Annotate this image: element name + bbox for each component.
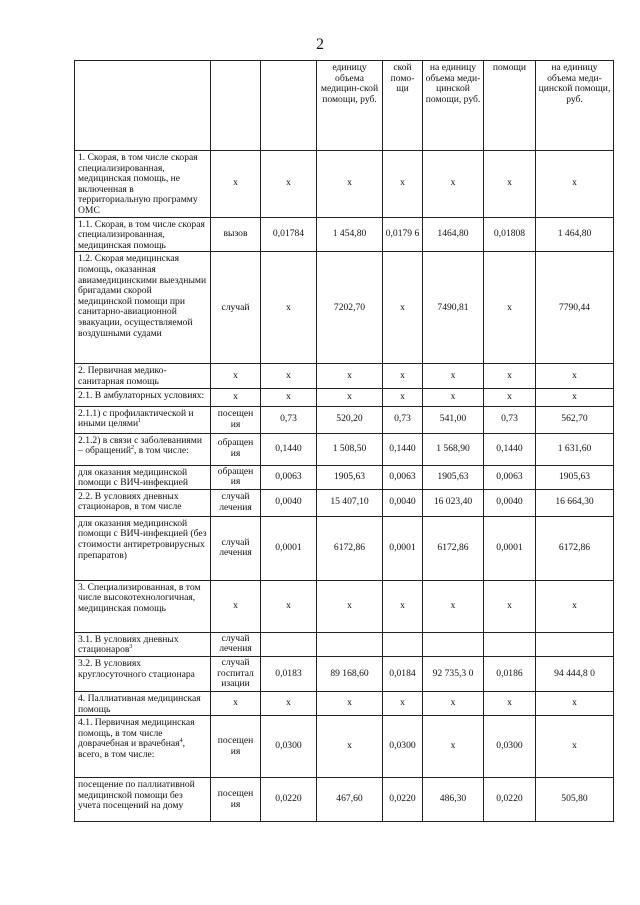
value-cell — [261, 632, 317, 656]
row-name-cell — [75, 406, 211, 433]
table-row — [75, 252, 614, 364]
value-cell: х — [317, 151, 383, 218]
value-cell: х — [484, 388, 536, 406]
value-cell: 0,0220 — [383, 778, 423, 822]
row-name-text: посещение по паллиативной медицинской помощи без учета посещений на дому — [78, 779, 195, 812]
value-cell: х — [317, 716, 383, 778]
value-cell: х — [536, 716, 614, 778]
value-cell: х — [317, 691, 383, 715]
table-row — [75, 656, 614, 691]
value-cell: 0,0001 — [383, 516, 423, 580]
value-cell: 6172,86 — [423, 516, 484, 580]
unit-cell: случай лечения — [211, 516, 261, 580]
unit-cell: х — [211, 388, 261, 406]
value-cell: 0,73 — [484, 406, 536, 433]
value-cell: 0,0040 — [383, 489, 423, 516]
row-name-text: для оказания медицинской помощи с ВИЧ-инфекцией — [78, 466, 189, 489]
page-number: 2 — [316, 36, 324, 53]
row-name-text: 3.2. В условиях круглосуточного стационара — [78, 657, 195, 680]
table-row — [75, 151, 614, 218]
value-cell: х — [317, 388, 383, 406]
value-cell: 0,01808 — [484, 217, 536, 252]
unit-cell: вызов — [211, 217, 261, 252]
value-cell: х — [261, 364, 317, 388]
row-name-cell — [75, 580, 211, 632]
unit-cell: случай — [211, 252, 261, 364]
value-cell: х — [261, 691, 317, 715]
value-cell: х — [484, 151, 536, 218]
value-cell: 0,0300 — [261, 716, 317, 778]
header-cell: на единицу объема меди-цинской помощи, руб. — [423, 61, 484, 151]
row-name-cell — [75, 656, 211, 691]
row-name-cell — [75, 716, 211, 778]
unit-cell: случай лечения — [211, 632, 261, 656]
value-cell — [484, 632, 536, 656]
value-cell: х — [317, 364, 383, 388]
row-name-text: 4.1. Первичная медицинская помощь, в том числе доврачебная и врачебная — [78, 717, 195, 750]
unit-cell: обращен ия — [211, 465, 261, 489]
table-header-row — [75, 61, 614, 151]
value-cell: 7202,70 — [317, 252, 383, 364]
value-cell: 520,20 — [317, 406, 383, 433]
row-name-cell — [75, 632, 211, 656]
table-row — [75, 406, 614, 433]
value-cell: 0,0300 — [484, 716, 536, 778]
row-name-cell — [75, 433, 211, 465]
table-row — [75, 632, 614, 656]
row-name-cell — [75, 778, 211, 822]
value-cell: х — [383, 151, 423, 218]
tariff-table — [74, 60, 614, 822]
header-cell: единицу объема медицин-ской помощи, руб. — [317, 61, 383, 151]
value-cell: 0,0063 — [484, 465, 536, 489]
table-row — [75, 364, 614, 388]
value-cell: 0,0220 — [484, 778, 536, 822]
value-cell: 0,0183 — [261, 656, 317, 691]
value-cell: х — [536, 388, 614, 406]
header-cell — [261, 61, 317, 151]
header-cell: помощи — [484, 61, 536, 151]
table-row — [75, 580, 614, 632]
unit-cell: х — [211, 364, 261, 388]
value-cell: 0,0001 — [261, 516, 317, 580]
table-row — [75, 388, 614, 406]
value-cell: 0,1440 — [484, 433, 536, 465]
value-cell — [317, 632, 383, 656]
value-cell: х — [423, 691, 484, 715]
value-cell: х — [317, 580, 383, 632]
value-cell: х — [484, 691, 536, 715]
value-cell: 1 508,50 — [317, 433, 383, 465]
value-cell: 1 464,80 — [536, 217, 614, 252]
table-row — [75, 716, 614, 778]
table-row — [75, 489, 614, 516]
value-cell: х — [261, 580, 317, 632]
value-cell: 0,0184 — [383, 656, 423, 691]
unit-cell: посещен ия — [211, 716, 261, 778]
row-name-tail: , в том числе: — [133, 445, 189, 457]
table-row — [75, 217, 614, 252]
header-cell: на единицу объема меди-цинской помощи, руб. — [536, 61, 614, 151]
value-cell: 6172,86 — [536, 516, 614, 580]
value-cell: х — [383, 691, 423, 715]
value-cell: 16 023,40 — [423, 489, 484, 516]
row-name-text: 2.1. В амбулаторных условиях: — [78, 389, 205, 401]
value-cell: 1905,63 — [317, 465, 383, 489]
value-cell: х — [423, 151, 484, 218]
footnote-mark: 2 — [130, 444, 134, 451]
value-cell: х — [484, 252, 536, 364]
row-name-cell — [75, 465, 211, 489]
value-cell: х — [261, 388, 317, 406]
value-cell: 1905,63 — [536, 465, 614, 489]
value-cell: 1 631,60 — [536, 433, 614, 465]
value-cell: х — [423, 580, 484, 632]
row-name-text: 3. Специализированная, в том числе высокотехнологичная, медицинская помощь — [78, 581, 201, 614]
value-cell: 0,73 — [383, 406, 423, 433]
row-name-text: 1.1. Скорая, в том числе скорая специализированная, медицинская помощь — [78, 218, 205, 251]
value-cell: х — [423, 364, 484, 388]
value-cell: 562,70 — [536, 406, 614, 433]
row-name-text: 1.2. Скорая медицинская помощь, оказанная авиамедицинскими выездными бригадами скорой медицинской помощи при санитарно-авиационной эвакуации, осуществляемой воздушными судами — [78, 253, 207, 339]
value-cell: 467,60 — [317, 778, 383, 822]
value-cell — [536, 632, 614, 656]
value-cell: 1905,63 — [423, 465, 484, 489]
value-cell: х — [536, 364, 614, 388]
value-cell: 0,0220 — [261, 778, 317, 822]
row-name-text: 2. Первичная медико-санитарная помощь — [78, 365, 167, 387]
row-name-text: для оказания медицинской помощи с ВИЧ-инфекцией (без стоимости антиретровирусных препаратов) — [78, 517, 207, 561]
value-cell: 7790,44 — [536, 252, 614, 364]
value-cell: 0,1440 — [383, 433, 423, 465]
row-name-tail: , всего, в том числе: — [78, 738, 185, 760]
table-row — [75, 778, 614, 822]
table-row — [75, 691, 614, 715]
value-cell: х — [536, 580, 614, 632]
value-cell: 1 568,90 — [423, 433, 484, 465]
value-cell: 7490,81 — [423, 252, 484, 364]
unit-cell: х — [211, 691, 261, 715]
value-cell: 0,0040 — [261, 489, 317, 516]
value-cell: 505,80 — [536, 778, 614, 822]
value-cell: 92 735,3 0 — [423, 656, 484, 691]
value-cell: 1464,80 — [423, 217, 484, 252]
value-cell: х — [383, 580, 423, 632]
value-cell: х — [484, 580, 536, 632]
unit-cell: обращен ия — [211, 433, 261, 465]
row-name-cell — [75, 516, 211, 580]
value-cell: х — [383, 364, 423, 388]
footnote-mark: 3 — [129, 644, 133, 651]
value-cell: 541,00 — [423, 406, 484, 433]
value-cell: 15 407,10 — [317, 489, 383, 516]
value-cell: 0,73 — [261, 406, 317, 433]
row-name-cell — [75, 691, 211, 715]
value-cell: 0,0300 — [383, 716, 423, 778]
header-cell — [211, 61, 261, 151]
value-cell: х — [536, 151, 614, 218]
value-cell: 0,0186 — [484, 656, 536, 691]
table-row — [75, 433, 614, 465]
unit-cell: случай госпитал изации — [211, 656, 261, 691]
unit-cell: х — [211, 151, 261, 218]
value-cell: 89 168,60 — [317, 656, 383, 691]
row-name-text: 4. Паллиативная медицинская помощь — [78, 692, 201, 715]
value-cell: 1 454,80 — [317, 217, 383, 252]
unit-cell: посещен ия — [211, 778, 261, 822]
value-cell — [423, 632, 484, 656]
value-cell — [383, 632, 423, 656]
row-name-text: 3.1. В условиях дневных стационаров — [78, 633, 179, 656]
header-cell: ской помо-щи — [383, 61, 423, 151]
footnote-mark: 4 — [179, 738, 183, 745]
row-name-cell — [75, 217, 211, 252]
value-cell: 94 444,8 0 — [536, 656, 614, 691]
value-cell: 0,01784 — [261, 217, 317, 252]
unit-cell: посещен ия — [211, 406, 261, 433]
value-cell: 0,0001 — [484, 516, 536, 580]
value-cell: 0,0040 — [484, 489, 536, 516]
value-cell: 0,0063 — [261, 465, 317, 489]
value-cell: 0,0063 — [383, 465, 423, 489]
row-name-cell — [75, 364, 211, 388]
row-name-text: 2.1.2) в связи с заболеваниями – обращений — [78, 434, 202, 457]
table-row — [75, 516, 614, 580]
value-cell: 0,1440 — [261, 433, 317, 465]
value-cell: 6172,86 — [317, 516, 383, 580]
header-cell — [75, 61, 211, 151]
value-cell: х — [383, 252, 423, 364]
row-name-cell — [75, 489, 211, 516]
unit-cell: случай лечения — [211, 489, 261, 516]
row-name-cell — [75, 388, 211, 406]
value-cell: х — [383, 388, 423, 406]
row-name-text: 2.2. В условиях дневных стационаров, в том числе — [78, 490, 182, 513]
row-name-text: 2.1.1) с профилактической и иными целями — [78, 407, 194, 430]
table-row — [75, 465, 614, 489]
value-cell: х — [484, 364, 536, 388]
row-name-cell — [75, 252, 211, 364]
value-cell: 486,30 — [423, 778, 484, 822]
value-cell: х — [261, 252, 317, 364]
row-name-text: 1. Скорая, в том числе скорая специализированная, медицинская помощь, не включенная в территориальную программу ОМС — [78, 152, 198, 216]
row-name-cell — [75, 151, 211, 218]
value-cell: х — [536, 691, 614, 715]
value-cell: х — [423, 716, 484, 778]
value-cell: 0,0179 6 — [383, 217, 423, 252]
value-cell: х — [261, 151, 317, 218]
value-cell: х — [423, 388, 484, 406]
value-cell: 16 664,30 — [536, 489, 614, 516]
footnote-mark: 1 — [138, 417, 142, 424]
unit-cell: х — [211, 580, 261, 632]
